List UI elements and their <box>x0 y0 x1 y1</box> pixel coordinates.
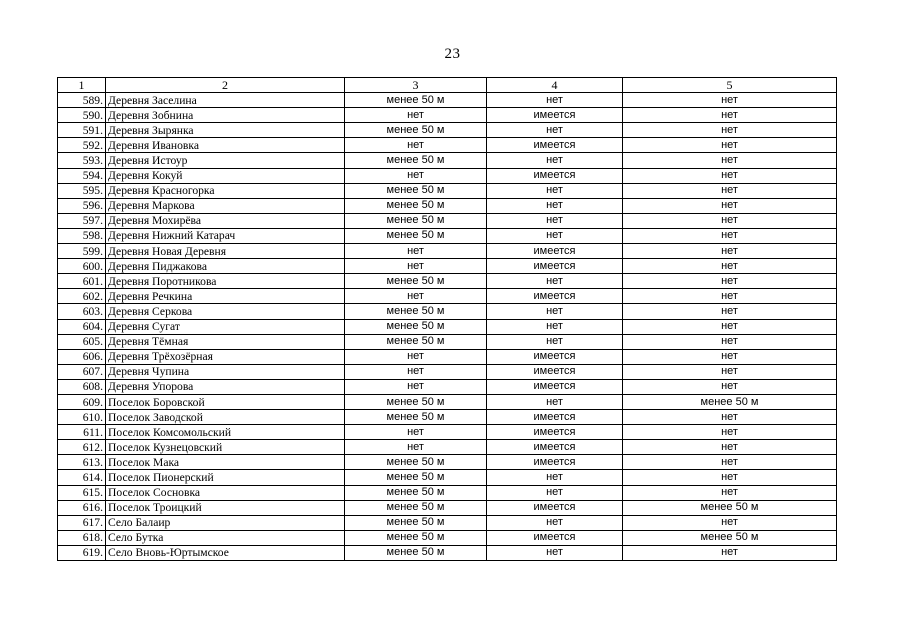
row-number: 595. <box>58 183 106 198</box>
column-3-value: менее 50 м <box>345 93 487 108</box>
column-4-value: нет <box>487 319 623 334</box>
column-4-value: имеется <box>487 168 623 183</box>
table-row <box>58 274 837 289</box>
column-5-value: нет <box>623 93 837 108</box>
column-3-value: нет <box>345 364 487 379</box>
column-3-value: нет <box>345 138 487 153</box>
settlement-name: Деревня Тёмная <box>106 334 345 349</box>
table-row <box>58 455 837 470</box>
row-number: 613. <box>58 455 106 470</box>
row-number: 591. <box>58 123 106 138</box>
settlement-name: Поселок Кузнецовский <box>106 440 345 455</box>
column-5-value: нет <box>623 319 837 334</box>
column-5-value: нет <box>623 485 837 500</box>
column-5-value: нет <box>623 153 837 168</box>
column-5-value: нет <box>623 228 837 243</box>
column-3-value: нет <box>345 379 487 394</box>
row-number: 608. <box>58 379 106 394</box>
table-row <box>58 515 837 530</box>
column-4-value: нет <box>487 334 623 349</box>
column-header-5: 5 <box>623 78 837 93</box>
column-4-value: имеется <box>487 259 623 274</box>
row-number: 617. <box>58 515 106 530</box>
settlement-name: Поселок Пионерский <box>106 470 345 485</box>
settlement-name: Поселок Троицкий <box>106 500 345 515</box>
settlement-name: Деревня Речкина <box>106 289 345 304</box>
column-5-value: нет <box>623 470 837 485</box>
column-3-value: менее 50 м <box>345 545 487 560</box>
settlement-name: Деревня Нижний Катарач <box>106 228 345 243</box>
column-3-value: менее 50 м <box>345 183 487 198</box>
column-4-value: нет <box>487 123 623 138</box>
table-row <box>58 138 837 153</box>
settlement-name: Деревня Чупина <box>106 364 345 379</box>
column-3-value: менее 50 м <box>345 319 487 334</box>
column-5-value: нет <box>623 198 837 213</box>
table-row <box>58 304 837 319</box>
column-3-value: менее 50 м <box>345 274 487 289</box>
row-number: 610. <box>58 410 106 425</box>
column-3-value: менее 50 м <box>345 515 487 530</box>
settlement-name: Поселок Мака <box>106 455 345 470</box>
column-5-value: нет <box>623 455 837 470</box>
settlement-name: Деревня Новая Деревня <box>106 244 345 259</box>
settlement-name: Деревня Ивановка <box>106 138 345 153</box>
row-number: 599. <box>58 244 106 259</box>
column-3-value: менее 50 м <box>345 304 487 319</box>
table-row <box>58 379 837 394</box>
column-header-1: 1 <box>58 78 106 93</box>
column-4-value: имеется <box>487 289 623 304</box>
table-row <box>58 244 837 259</box>
settlement-name: Село Балаир <box>106 515 345 530</box>
settlement-name: Деревня Серкова <box>106 304 345 319</box>
column-4-value: нет <box>487 93 623 108</box>
column-5-value: нет <box>623 274 837 289</box>
column-5-value: нет <box>623 259 837 274</box>
column-3-value: менее 50 м <box>345 213 487 228</box>
column-3-value: нет <box>345 440 487 455</box>
table-row <box>58 349 837 364</box>
column-5-value: нет <box>623 379 837 394</box>
table-row <box>58 198 837 213</box>
row-number: 597. <box>58 213 106 228</box>
column-5-value: нет <box>623 244 837 259</box>
settlement-name: Деревня Поротникова <box>106 274 345 289</box>
settlement-name: Поселок Комсомольский <box>106 425 345 440</box>
column-4-value: имеется <box>487 138 623 153</box>
row-number: 614. <box>58 470 106 485</box>
column-4-value: имеется <box>487 410 623 425</box>
settlement-name: Поселок Сосновка <box>106 485 345 500</box>
row-number: 594. <box>58 168 106 183</box>
column-4-value: нет <box>487 274 623 289</box>
column-3-value: нет <box>345 425 487 440</box>
table-header-row <box>58 78 837 93</box>
settlement-name: Поселок Заводской <box>106 410 345 425</box>
column-5-value: менее 50 м <box>623 530 837 545</box>
column-4-value: нет <box>487 228 623 243</box>
column-4-value: нет <box>487 153 623 168</box>
column-3-value: менее 50 м <box>345 153 487 168</box>
settlement-name: Деревня Красногорка <box>106 183 345 198</box>
column-4-value: имеется <box>487 364 623 379</box>
settlement-name: Деревня Трёхозёрная <box>106 349 345 364</box>
row-number: 609. <box>58 394 106 409</box>
column-5-value: менее 50 м <box>623 500 837 515</box>
table-row <box>58 259 837 274</box>
column-5-value: менее 50 м <box>623 394 837 409</box>
column-3-value: нет <box>345 259 487 274</box>
column-4-value: нет <box>487 470 623 485</box>
column-5-value: нет <box>623 425 837 440</box>
column-5-value: нет <box>623 123 837 138</box>
column-5-value: нет <box>623 515 837 530</box>
column-3-value: нет <box>345 244 487 259</box>
table-row <box>58 123 837 138</box>
column-5-value: нет <box>623 168 837 183</box>
settlement-name: Деревня Пиджакова <box>106 259 345 274</box>
row-number: 618. <box>58 530 106 545</box>
table-row <box>58 485 837 500</box>
column-5-value: нет <box>623 289 837 304</box>
table-row <box>58 425 837 440</box>
row-number: 605. <box>58 334 106 349</box>
column-5-value: нет <box>623 213 837 228</box>
row-number: 592. <box>58 138 106 153</box>
table-row <box>58 334 837 349</box>
column-3-value: нет <box>345 168 487 183</box>
column-3-value: менее 50 м <box>345 455 487 470</box>
table-row <box>58 319 837 334</box>
table-row <box>58 364 837 379</box>
row-number: 603. <box>58 304 106 319</box>
row-number: 593. <box>58 153 106 168</box>
column-3-value: менее 50 м <box>345 410 487 425</box>
column-4-value: имеется <box>487 440 623 455</box>
column-3-value: менее 50 м <box>345 334 487 349</box>
table-row <box>58 93 837 108</box>
column-4-value: имеется <box>487 349 623 364</box>
row-number: 590. <box>58 108 106 123</box>
column-5-value: нет <box>623 183 837 198</box>
row-number: 601. <box>58 274 106 289</box>
column-header-3: 3 <box>345 78 487 93</box>
row-number: 616. <box>58 500 106 515</box>
settlement-name: Деревня Упорова <box>106 379 345 394</box>
row-number: 615. <box>58 485 106 500</box>
column-4-value: нет <box>487 198 623 213</box>
column-4-value: нет <box>487 213 623 228</box>
settlement-name: Поселок Боровской <box>106 394 345 409</box>
row-number: 596. <box>58 198 106 213</box>
column-4-value: имеется <box>487 530 623 545</box>
row-number: 602. <box>58 289 106 304</box>
table-row <box>58 530 837 545</box>
settlement-name: Деревня Сугат <box>106 319 345 334</box>
settlement-name: Деревня Кокуй <box>106 168 345 183</box>
column-4-value: имеется <box>487 425 623 440</box>
column-4-value: имеется <box>487 379 623 394</box>
column-4-value: нет <box>487 183 623 198</box>
settlement-name: Деревня Зобнина <box>106 108 345 123</box>
column-3-value: менее 50 м <box>345 485 487 500</box>
column-3-value: менее 50 м <box>345 228 487 243</box>
column-4-value: нет <box>487 515 623 530</box>
settlement-name: Село Бутка <box>106 530 345 545</box>
column-4-value: нет <box>487 304 623 319</box>
table-row <box>58 183 837 198</box>
row-number: 604. <box>58 319 106 334</box>
row-number: 611. <box>58 425 106 440</box>
column-3-value: нет <box>345 289 487 304</box>
table-row <box>58 153 837 168</box>
column-5-value: нет <box>623 364 837 379</box>
settlement-name: Деревня Заселина <box>106 93 345 108</box>
table-row <box>58 394 837 409</box>
table-row <box>58 545 837 560</box>
column-5-value: нет <box>623 410 837 425</box>
settlement-name: Деревня Зырянка <box>106 123 345 138</box>
column-5-value: нет <box>623 138 837 153</box>
column-3-value: менее 50 м <box>345 500 487 515</box>
table-row <box>58 500 837 515</box>
table-row <box>58 108 837 123</box>
settlement-name: Деревня Мохирёва <box>106 213 345 228</box>
column-4-value: имеется <box>487 244 623 259</box>
column-3-value: менее 50 м <box>345 394 487 409</box>
column-5-value: нет <box>623 304 837 319</box>
settlement-name: Деревня Маркова <box>106 198 345 213</box>
column-5-value: нет <box>623 440 837 455</box>
column-4-value: нет <box>487 545 623 560</box>
column-5-value: нет <box>623 545 837 560</box>
table-row <box>58 470 837 485</box>
row-number: 598. <box>58 228 106 243</box>
table-row <box>58 410 837 425</box>
page-number: 23 <box>444 46 461 62</box>
settlement-name: Село Вновь-Юртымское <box>106 545 345 560</box>
column-4-value: имеется <box>487 455 623 470</box>
row-number: 612. <box>58 440 106 455</box>
column-3-value: менее 50 м <box>345 198 487 213</box>
column-header-2: 2 <box>106 78 345 93</box>
table-row <box>58 289 837 304</box>
row-number: 606. <box>58 349 106 364</box>
column-5-value: нет <box>623 108 837 123</box>
table-row <box>58 168 837 183</box>
column-header-4: 4 <box>487 78 623 93</box>
table-row <box>58 228 837 243</box>
column-5-value: нет <box>623 334 837 349</box>
column-4-value: имеется <box>487 500 623 515</box>
row-number: 619. <box>58 545 106 560</box>
table-row <box>58 440 837 455</box>
column-3-value: менее 50 м <box>345 530 487 545</box>
column-3-value: нет <box>345 349 487 364</box>
column-4-value: нет <box>487 394 623 409</box>
table-row <box>58 213 837 228</box>
column-3-value: нет <box>345 108 487 123</box>
row-number: 600. <box>58 259 106 274</box>
row-number: 589. <box>58 93 106 108</box>
column-5-value: нет <box>623 349 837 364</box>
column-3-value: менее 50 м <box>345 470 487 485</box>
row-number: 607. <box>58 364 106 379</box>
column-4-value: нет <box>487 485 623 500</box>
column-3-value: менее 50 м <box>345 123 487 138</box>
settlement-name: Деревня Истоур <box>106 153 345 168</box>
column-4-value: имеется <box>487 108 623 123</box>
settlements-table <box>57 77 837 561</box>
